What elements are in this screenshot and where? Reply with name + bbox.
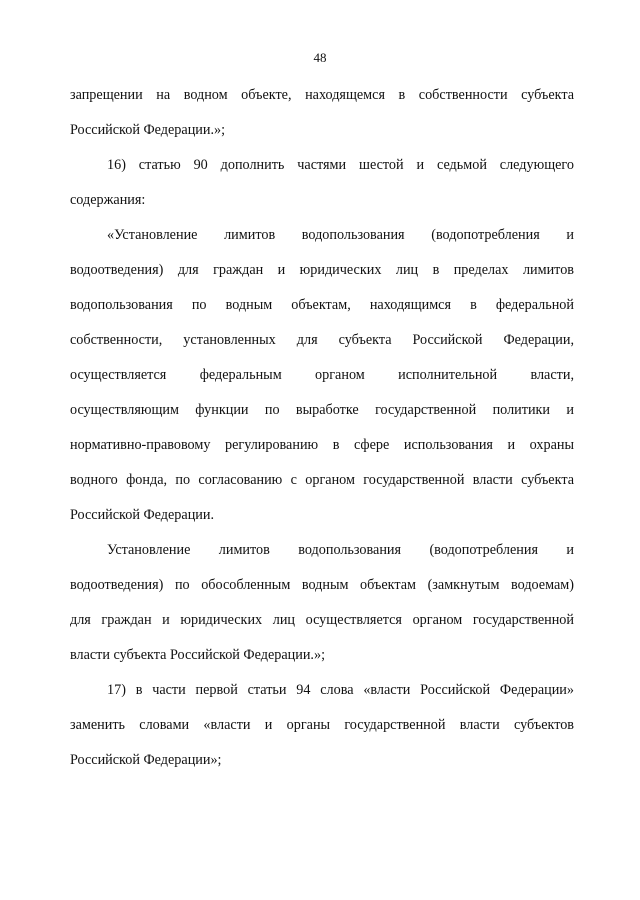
text-line: водного фонда, по согласованию с органом государственной власти субъекта	[70, 472, 574, 488]
text-line: водоотведения) для граждан и юридических лиц в пределах лимитов	[70, 262, 574, 278]
text-line: Российской Федерации.	[70, 507, 215, 523]
text-line: заменить словами «власти и органы государственной власти субъектов	[70, 717, 574, 733]
text-line: власти субъекта Российской Федерации.»;	[70, 647, 326, 663]
page-number: 48	[313, 50, 327, 65]
text-line: содержания:	[70, 192, 146, 208]
text-line: осуществляющим функции по выработке государственной политики и	[70, 402, 574, 418]
text-line: водоотведения) по обособленным водным объектам (замкнутым водоемам)	[70, 577, 574, 593]
text-line: нормативно-правовому регулированию в сфере использования и охраны	[70, 437, 574, 453]
text-line: 17) в части первой статьи 94 слова «власти Российской Федерации»	[107, 682, 574, 698]
text-line: Установление лимитов водопользования (водопотребления и	[107, 542, 574, 558]
text-line: для граждан и юридических лиц осуществляется органом государственной	[70, 612, 574, 628]
text-line: «Установление лимитов водопользования (водопотребления и	[107, 227, 574, 243]
text-line: водопользования по водным объектам, находящимся в федеральной	[70, 297, 574, 313]
text-line: 16) статью 90 дополнить частями шестой и седьмой следующего	[107, 157, 574, 173]
text-line: Российской Федерации.»;	[70, 122, 226, 138]
text-line: собственности, установленных для субъекта Российской Федерации,	[70, 332, 574, 348]
text-line: Российской Федерации»;	[70, 752, 222, 768]
text-line: запрещении на водном объекте, находящемся в собственности субъекта	[70, 87, 574, 103]
text-line: осуществляется федеральным органом исполнительной власти,	[70, 367, 574, 383]
